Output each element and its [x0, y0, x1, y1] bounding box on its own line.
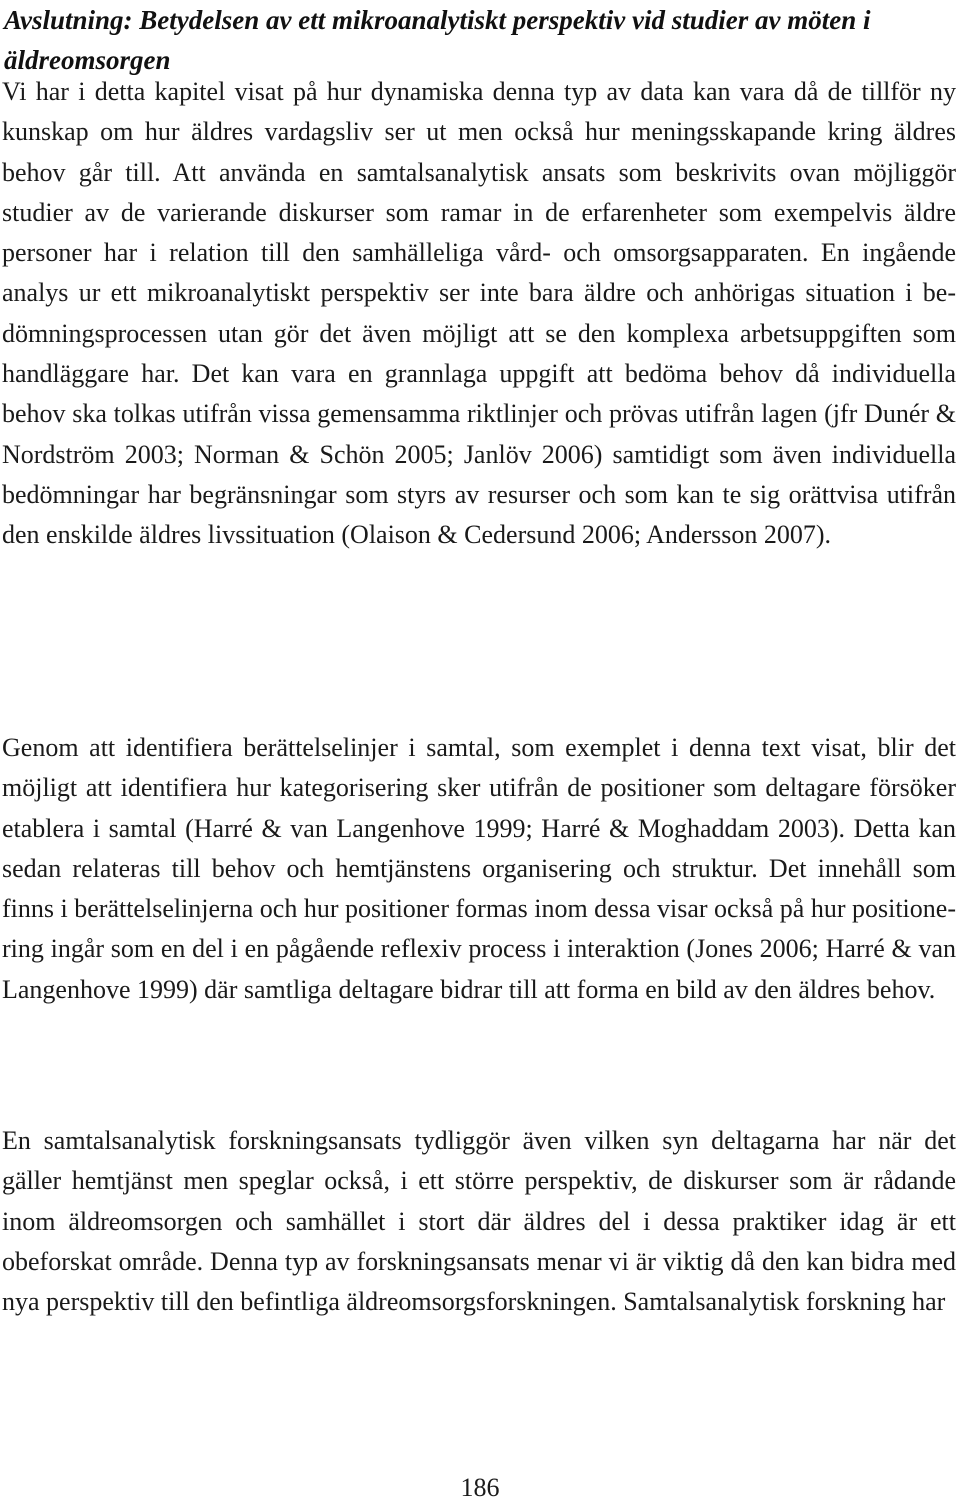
section-heading: Avslutning: Betydelsen av ett mikroanalytiskt perspektiv vid studier av möten i äldreomsorgen	[4, 5, 871, 75]
page-number: 186	[460, 1473, 500, 1502]
body-paragraph-3: En samtalsanalytisk forskningsansats tydliggör även vilken syn deltagarna har när det gäller hemtjänst men speglar också, i ett större perspektiv, de diskurser som är rådande inom äldreomsorgen och samhället i stort där äldres del i dessa praktiker idag är ett obeforskat område. Denna typ av forskningsansats menar vi är viktig då den kan bidra med nya perspektiv till den befintliga äldreomsorgsforskningen. Samtalsanalytisk forskning har	[2, 1126, 956, 1317]
body-paragraph-1: Vi har i detta kapitel visat på hur dynamiska denna typ av data kan vara då de tillför ny kunskap om hur äldres vardagsliv ser ut men också hur meningsskapande kring äldres behov går till. Att använda en samtalsanalytisk ansats som beskrivits ovan möjliggör studier av de varierande diskurser som ramar in de erfarenheter som exempelvis äldre personer har i relation till den samhälleliga vård- och omsorgsapparaten. En ingående analys ur ett mikroanalytiskt perspektiv ser inte bara äldre och anhörigas situation i bedömningsprocessen utan gör det även möjligt att se den komplexa arbetsuppgiften som handläggare har. Det kan vara en grannlaga uppgift att bedöma behov då individuella behov ska tolkas utifrån vissa gemensamma riktlinjer och prövas utifrån lagen (jfr Dunér & Nordström 2003; Norman & Schön 2005; Janlöv 2006) samtidigt som även individuella bedömningar har begränsningar som styrs av resurser och som kan te sig orättvisa utifrån den enskilde äldres livssituation (Olaison & Cedersund 2006; Andersson 2007).	[2, 77, 956, 550]
body-paragraph-2: Genom att identifiera berättelselinjer i samtal, som exemplet i denna text visat, blir det möjligt att identifiera hur kategorisering sker utifrån de positioner som deltagare försöker etablera i samtal (Harré & van Langenhove 1999; Harré & Moghaddam 2003). Detta kan sedan relateras till behov och hemtjänstens organisering och struktur. Det innehåll som finns i berättelselinjerna och hur positioner formas inom dessa visar också på hur positionering ingår som en del i en pågående reflexiv process i interaktion (Jones 2006; Harré & van Langenhove 1999) där samtliga deltagare bidrar till att forma en bild av den äldres behov.	[2, 733, 956, 1004]
